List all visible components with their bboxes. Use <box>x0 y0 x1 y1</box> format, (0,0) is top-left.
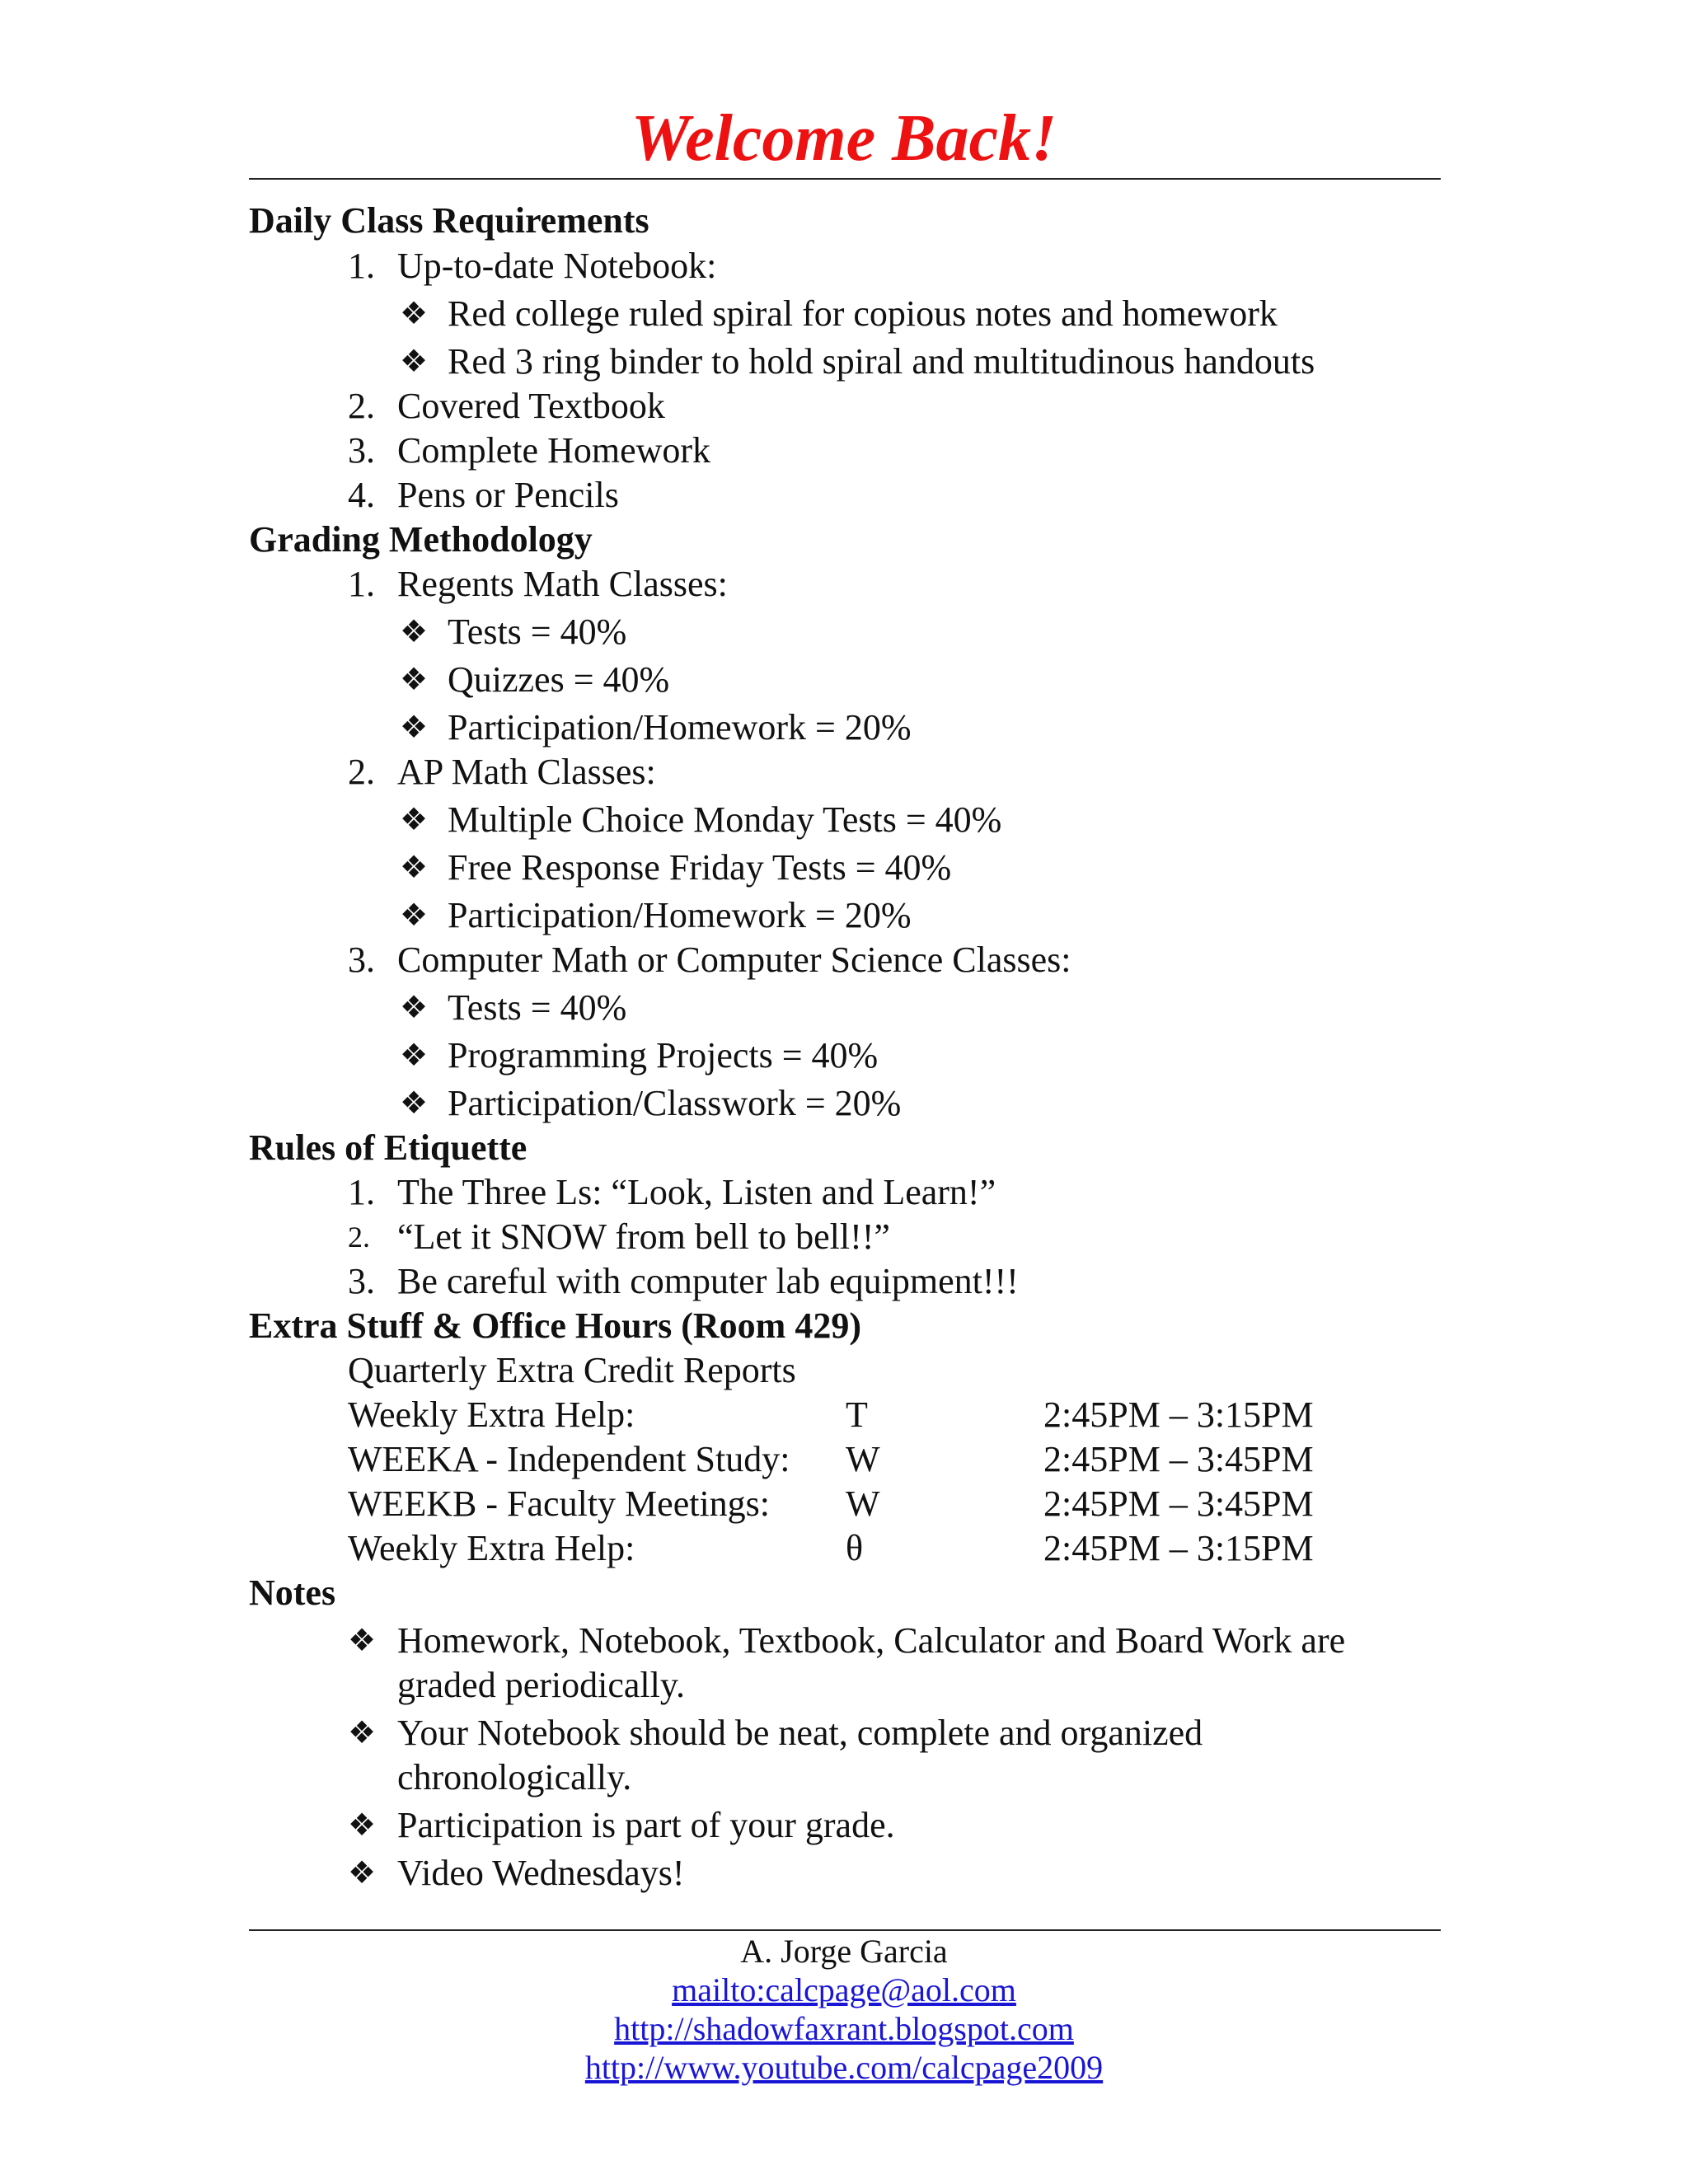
sub-list-item: Free Response Friday Tests = 40% <box>448 847 952 888</box>
diamond-bullet-icon: ❖ <box>348 1716 377 1750</box>
diamond-bullet-icon: ❖ <box>400 663 429 697</box>
note-item: Homework, Notebook, Textbook, Calculator and Board Work are <box>397 1620 1346 1661</box>
diamond-bullet-icon: ❖ <box>400 1038 429 1073</box>
diamond-bullet-icon: ❖ <box>400 1086 429 1121</box>
youtube-link[interactable]: http://www.youtube.com/calcpage2009 <box>584 2049 1104 2086</box>
blog-link[interactable]: http://shadowfaxrant.blogspot.com <box>614 2010 1074 2047</box>
blog-link-row <box>0 2010 1688 2048</box>
sub-list-item: Participation/Homework = 20% <box>448 895 912 935</box>
sub-list-item: Participation/Classwork = 20% <box>448 1083 902 1123</box>
office-hours-label: WEEKA - Independent Study: <box>348 1439 790 1479</box>
diamond-bullet-icon: ❖ <box>348 1808 377 1843</box>
section-heading-notes: Notes <box>249 1572 336 1613</box>
sub-list-item: Participation/Homework = 20% <box>448 707 912 748</box>
office-hours-time: 2:45PM – 3:45PM <box>1043 1483 1314 1524</box>
section-heading-grading: Grading Methodology <box>249 519 593 560</box>
diamond-bullet-icon: ❖ <box>400 991 429 1025</box>
list-item: Pens or Pencils <box>397 475 619 515</box>
sub-list-item: Tests = 40% <box>448 987 627 1028</box>
office-hours-day: T <box>846 1394 868 1435</box>
office-hours-day: θ <box>846 1528 864 1568</box>
note-item: Your Notebook should be neat, complete and organized <box>397 1713 1203 1753</box>
list-item: Regents Math Classes: <box>397 564 728 604</box>
diamond-bullet-icon: ❖ <box>400 803 429 837</box>
list-item: Computer Math or Computer Science Classes: <box>397 940 1071 980</box>
list-number: 3. <box>348 940 375 980</box>
list-number: 3. <box>348 1261 375 1301</box>
sub-list-item: Red 3 ring binder to hold spiral and multitudinous handouts <box>448 341 1315 382</box>
section-heading-daily: Daily Class Requirements <box>249 200 649 241</box>
sub-list-item: Red college ruled spiral for copious notes and homework <box>448 293 1278 334</box>
diamond-bullet-icon: ❖ <box>400 898 429 933</box>
diamond-bullet-icon: ❖ <box>400 710 429 745</box>
office-hours-day: W <box>846 1483 880 1524</box>
list-number: 3. <box>348 430 375 471</box>
list-number: 2. <box>348 1221 370 1254</box>
diamond-bullet-icon: ❖ <box>400 297 429 331</box>
page-title: Welcome Back! <box>631 102 1057 175</box>
office-hours-label: Weekly Extra Help: <box>348 1528 635 1568</box>
extra-credit-reports: Quarterly Extra Credit Reports <box>348 1350 796 1390</box>
list-item: The Three Ls: “Look, Listen and Learn!” <box>397 1172 996 1212</box>
email-link-row <box>0 1971 1688 2009</box>
list-number: 4. <box>348 475 375 515</box>
note-item: Participation is part of your grade. <box>397 1805 895 1845</box>
office-hours-label: WEEKB - Faculty Meetings: <box>348 1483 771 1524</box>
office-hours-label: Weekly Extra Help: <box>348 1394 635 1435</box>
diamond-bullet-icon: ❖ <box>400 344 429 379</box>
note-item: Video Wednesdays! <box>397 1853 685 1893</box>
list-item: Covered Textbook <box>397 386 665 426</box>
list-item: Complete Homework <box>397 430 711 471</box>
list-number: 1. <box>348 246 375 286</box>
note-item-continued: graded periodically. <box>397 1665 685 1705</box>
list-item: “Let it SNOW from bell to bell!!” <box>397 1216 890 1257</box>
diamond-bullet-icon: ❖ <box>348 1624 377 1658</box>
list-item: Be careful with computer lab equipment!!! <box>397 1261 1019 1301</box>
list-number: 2. <box>348 752 375 792</box>
list-item: AP Math Classes: <box>397 752 656 792</box>
diamond-bullet-icon: ❖ <box>400 615 429 649</box>
diamond-bullet-icon: ❖ <box>400 851 429 885</box>
email-link[interactable]: mailto:calcpage@aol.com <box>672 1971 1016 2008</box>
top-divider <box>249 178 1441 180</box>
section-heading-extra: Extra Stuff & Office Hours (Room 429) <box>249 1305 861 1346</box>
list-number: 2. <box>348 386 375 426</box>
sub-list-item: Tests = 40% <box>448 612 627 652</box>
sub-list-item: Quizzes = 40% <box>448 659 670 700</box>
list-number: 1. <box>348 564 375 604</box>
sub-list-item: Multiple Choice Monday Tests = 40% <box>448 799 1002 840</box>
office-hours-time: 2:45PM – 3:45PM <box>1043 1439 1314 1479</box>
diamond-bullet-icon: ❖ <box>348 1856 377 1891</box>
list-item: Up-to-date Notebook: <box>397 246 717 286</box>
note-item-continued: chronologically. <box>397 1757 632 1797</box>
section-heading-etiquette: Rules of Etiquette <box>249 1127 528 1168</box>
author-name: A. Jorge Garcia <box>740 1933 948 1970</box>
list-number: 1. <box>348 1172 375 1212</box>
office-hours-time: 2:45PM – 3:15PM <box>1043 1394 1314 1435</box>
bottom-divider <box>249 1929 1441 1931</box>
youtube-link-row <box>0 2049 1688 2087</box>
office-hours-time: 2:45PM – 3:15PM <box>1043 1528 1314 1568</box>
sub-list-item: Programming Projects = 40% <box>448 1035 879 1076</box>
office-hours-day: W <box>846 1439 880 1479</box>
